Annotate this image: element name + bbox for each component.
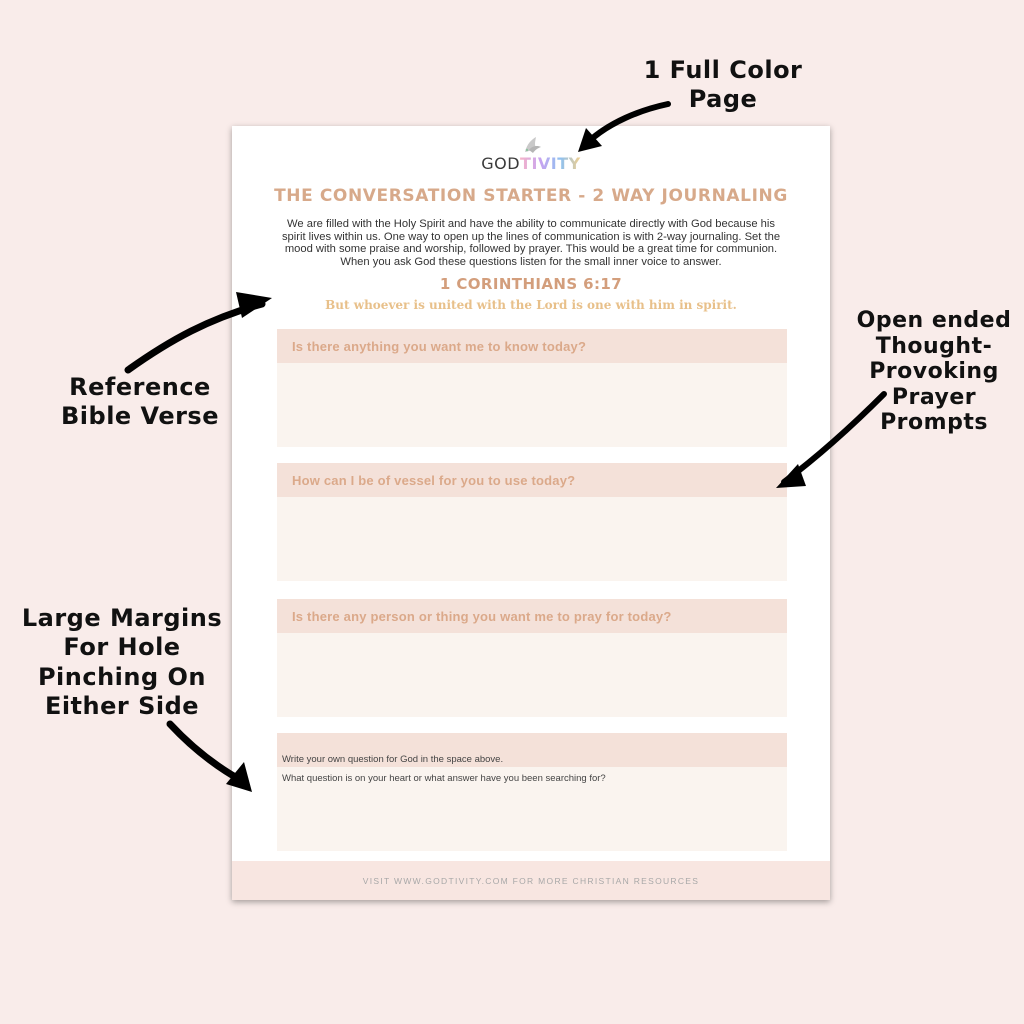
callout-large-margins: Large Margins For Hole Pinching On Either Side [21,604,223,720]
callout-full-color-page: 1 Full Color Page [643,56,803,114]
own-question-hint: What question is on your heart or what answer have you been searching for? [282,773,606,784]
page-footer: VISIT WWW.GODTIVITY.COM FOR MORE CHRISTIAN RESOURCES [232,861,830,900]
logo-god: GOD [481,154,521,173]
own-question-instruction: Write your own question for God in the space above. [282,754,504,765]
prompt-question: Is there anything you want me to know today? [277,329,787,363]
document-title: THE CONVERSATION STARTER - 2 WAY JOURNALING [274,186,788,206]
prompt-writing-space [277,497,787,581]
prompt-question: Is there any person or thing you want me to pray for today? [277,599,787,633]
prompt-box-own-question [277,733,787,851]
logo-text [481,154,581,173]
callout-reference-bible-verse: Reference Bible Verse [61,373,219,431]
prompt-writing-space [277,767,787,851]
logo-tivity: TIVITY [520,154,581,173]
printable-page [232,126,830,900]
intro-paragraph: We are filled with the Holy Spirit and have the ability to communicate directly with God because his spirit lives within us. One way to open up the lines of communication is with 2-way journaling. Set the mood with some praise and worship, followed by prayer. This would be a great time for communion. When you ask God these questions listen for the small inner voice to answer. [281,218,781,268]
verse-text: But whoever is united with the Lord is one with him in spirit. [325,298,737,312]
prompt-box-3 [277,599,787,717]
own-question-space [277,733,787,767]
prompt-writing-space [277,633,787,717]
callout-prayer-prompts: Open ended Thought- Provoking Prayer Prompts [856,308,1012,436]
logo [481,134,581,174]
prompt-box-1 [277,329,787,447]
verse-reference: 1 CORINTHIANS 6:17 [439,275,623,293]
prompt-box-2 [277,463,787,581]
prompt-question: How can I be of vessel for you to use today? [277,463,787,497]
prompt-writing-space [277,363,787,447]
